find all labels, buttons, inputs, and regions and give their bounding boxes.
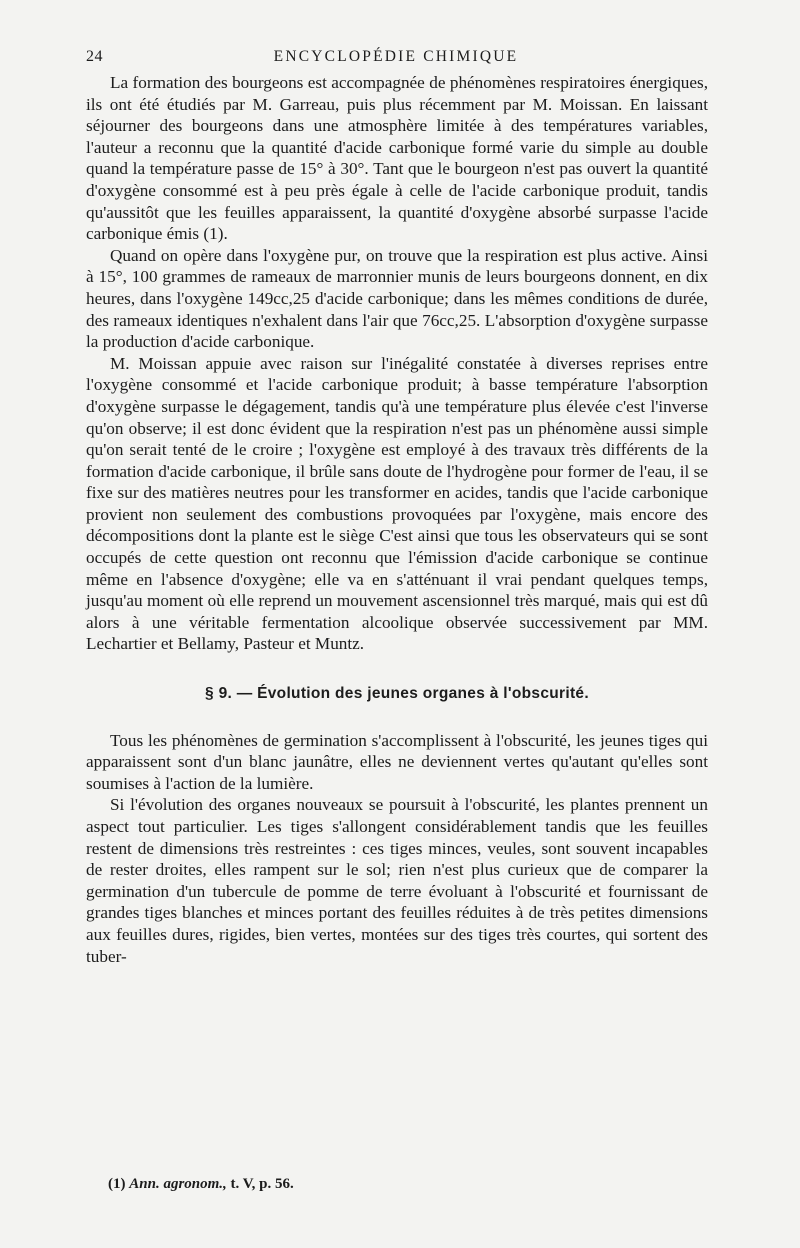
page-header (86, 48, 706, 68)
paragraph: Si l'évolution des organes nouveaux se poursuit à l'obscurité, les plantes prennent un aspect tout particulier. Les tiges s'allongent considérablement tandis que les feuilles restent de dimensions très restreintes : ces tiges minces, veules, sont souvent incapables de rester droites, elles rampent sur le sol; rien n'est plus curieux que de comparer la germination d'un tubercule de pomme de terre évoluant à l'obscurité et fournissant de grandes tiges blanches et minces portant des feuilles réduites à de très petites dimensions aux feuilles dures, rigides, bien vertes, montées sur des tiges très courtes, qui sortent des tuber- (86, 795, 708, 966)
paragraph: M. Moissan appuie avec raison sur l'inégalité constatée à diverses reprises entre l'oxygène consommé et l'acide carbonique produit; à basse température l'absorption d'oxygène surpasse le dégagement, tandis qu'à une température plus élevée c'est l'inverse qu'on observe; il est donc évident que la respiration n'est pas un phénomène aussi simple qu'on serait tenté de le croire ; l'oxygène est employé à des travaux très différents de la formation d'acide carbonique, il brûle sans doute de l'hydrogène pour former de l'eau, il se fixe sur des matières neutres pour les transformer en acides, tandis que l'acide carbonique provient non seulement des combustions provoquées par l'oxygène, mais encore des décompositions dont la plante est le siège C'est ainsi que tous les observateurs qui se sont occupés de cette question ont reconnu que l'émission d'acide carbonique se continue même en l'absence d'oxygène; elle va en s'atténuant il vrai pendant quelques temps, jusqu'au moment où elle reprend un mouvement ascensionnel très marqué, mais qui est dû alors à une véritable fermentation alcoolique observée successivement par MM. Lechartier et Bellamy, Pasteur et Muntz. (86, 353, 708, 654)
paragraph: Tous les phénomènes de germination s'accomplissent à l'obscurité, les jeunes tiges qui apparaissent sont d'un blanc jaunâtre, elles ne deviennent vertes qu'autant qu'elles sont soumises à l'action de la lumière. (86, 730, 708, 793)
footnote-journal: Ann. agronom., (129, 1176, 227, 1192)
page-number: 24 (86, 48, 103, 65)
paragraph: Quand on opère dans l'oxygène pur, on trouve que la respiration est plus active. Ainsi à 15°, 100 grammes de rameaux de marronnier munis de leurs bourgeons donnent, en dix heures, dans l'oxygène 149cc,25 d'acide carbonique; dans les mêmes conditions de durée, des rameaux identiques n'exhalent dans l'air que 76cc,25. L'absorption d'oxygène surpasse la production d'acide carbonique. (86, 245, 708, 352)
section-heading: § 9. — Évolution des jeunes organes à l'obscurité. (205, 685, 589, 703)
footnote (108, 1176, 708, 1193)
paragraph: La formation des bourgeons est accompagnée de phénomènes respiratoires énergiques, ils ont été étudiés par M. Garreau, puis plus récemment par M. Moissan. En laissant séjourner des bourgeons dans une atmosphère limitée à des températures variables, l'auteur a reconnu que la quantité d'acide carbonique formé varie du simple au double quand la température passe de 15° à 30°. Tant que le bourgeon n'est pas ouvert la quantité d'oxygène consommé est à peu près égale à celle de l'acide carbonique produit, tandis qu'aussitôt que les feuilles apparaissent, la quantité d'oxygène absorbé surpasse l'acide carbonique émis (1). (86, 73, 708, 244)
body-text (86, 72, 708, 967)
footnote-reference: t. V, p. 56. (230, 1176, 294, 1192)
running-title: ENCYCLOPÉDIE CHIMIQUE (273, 48, 519, 65)
footnote-marker: (1) (108, 1176, 126, 1192)
